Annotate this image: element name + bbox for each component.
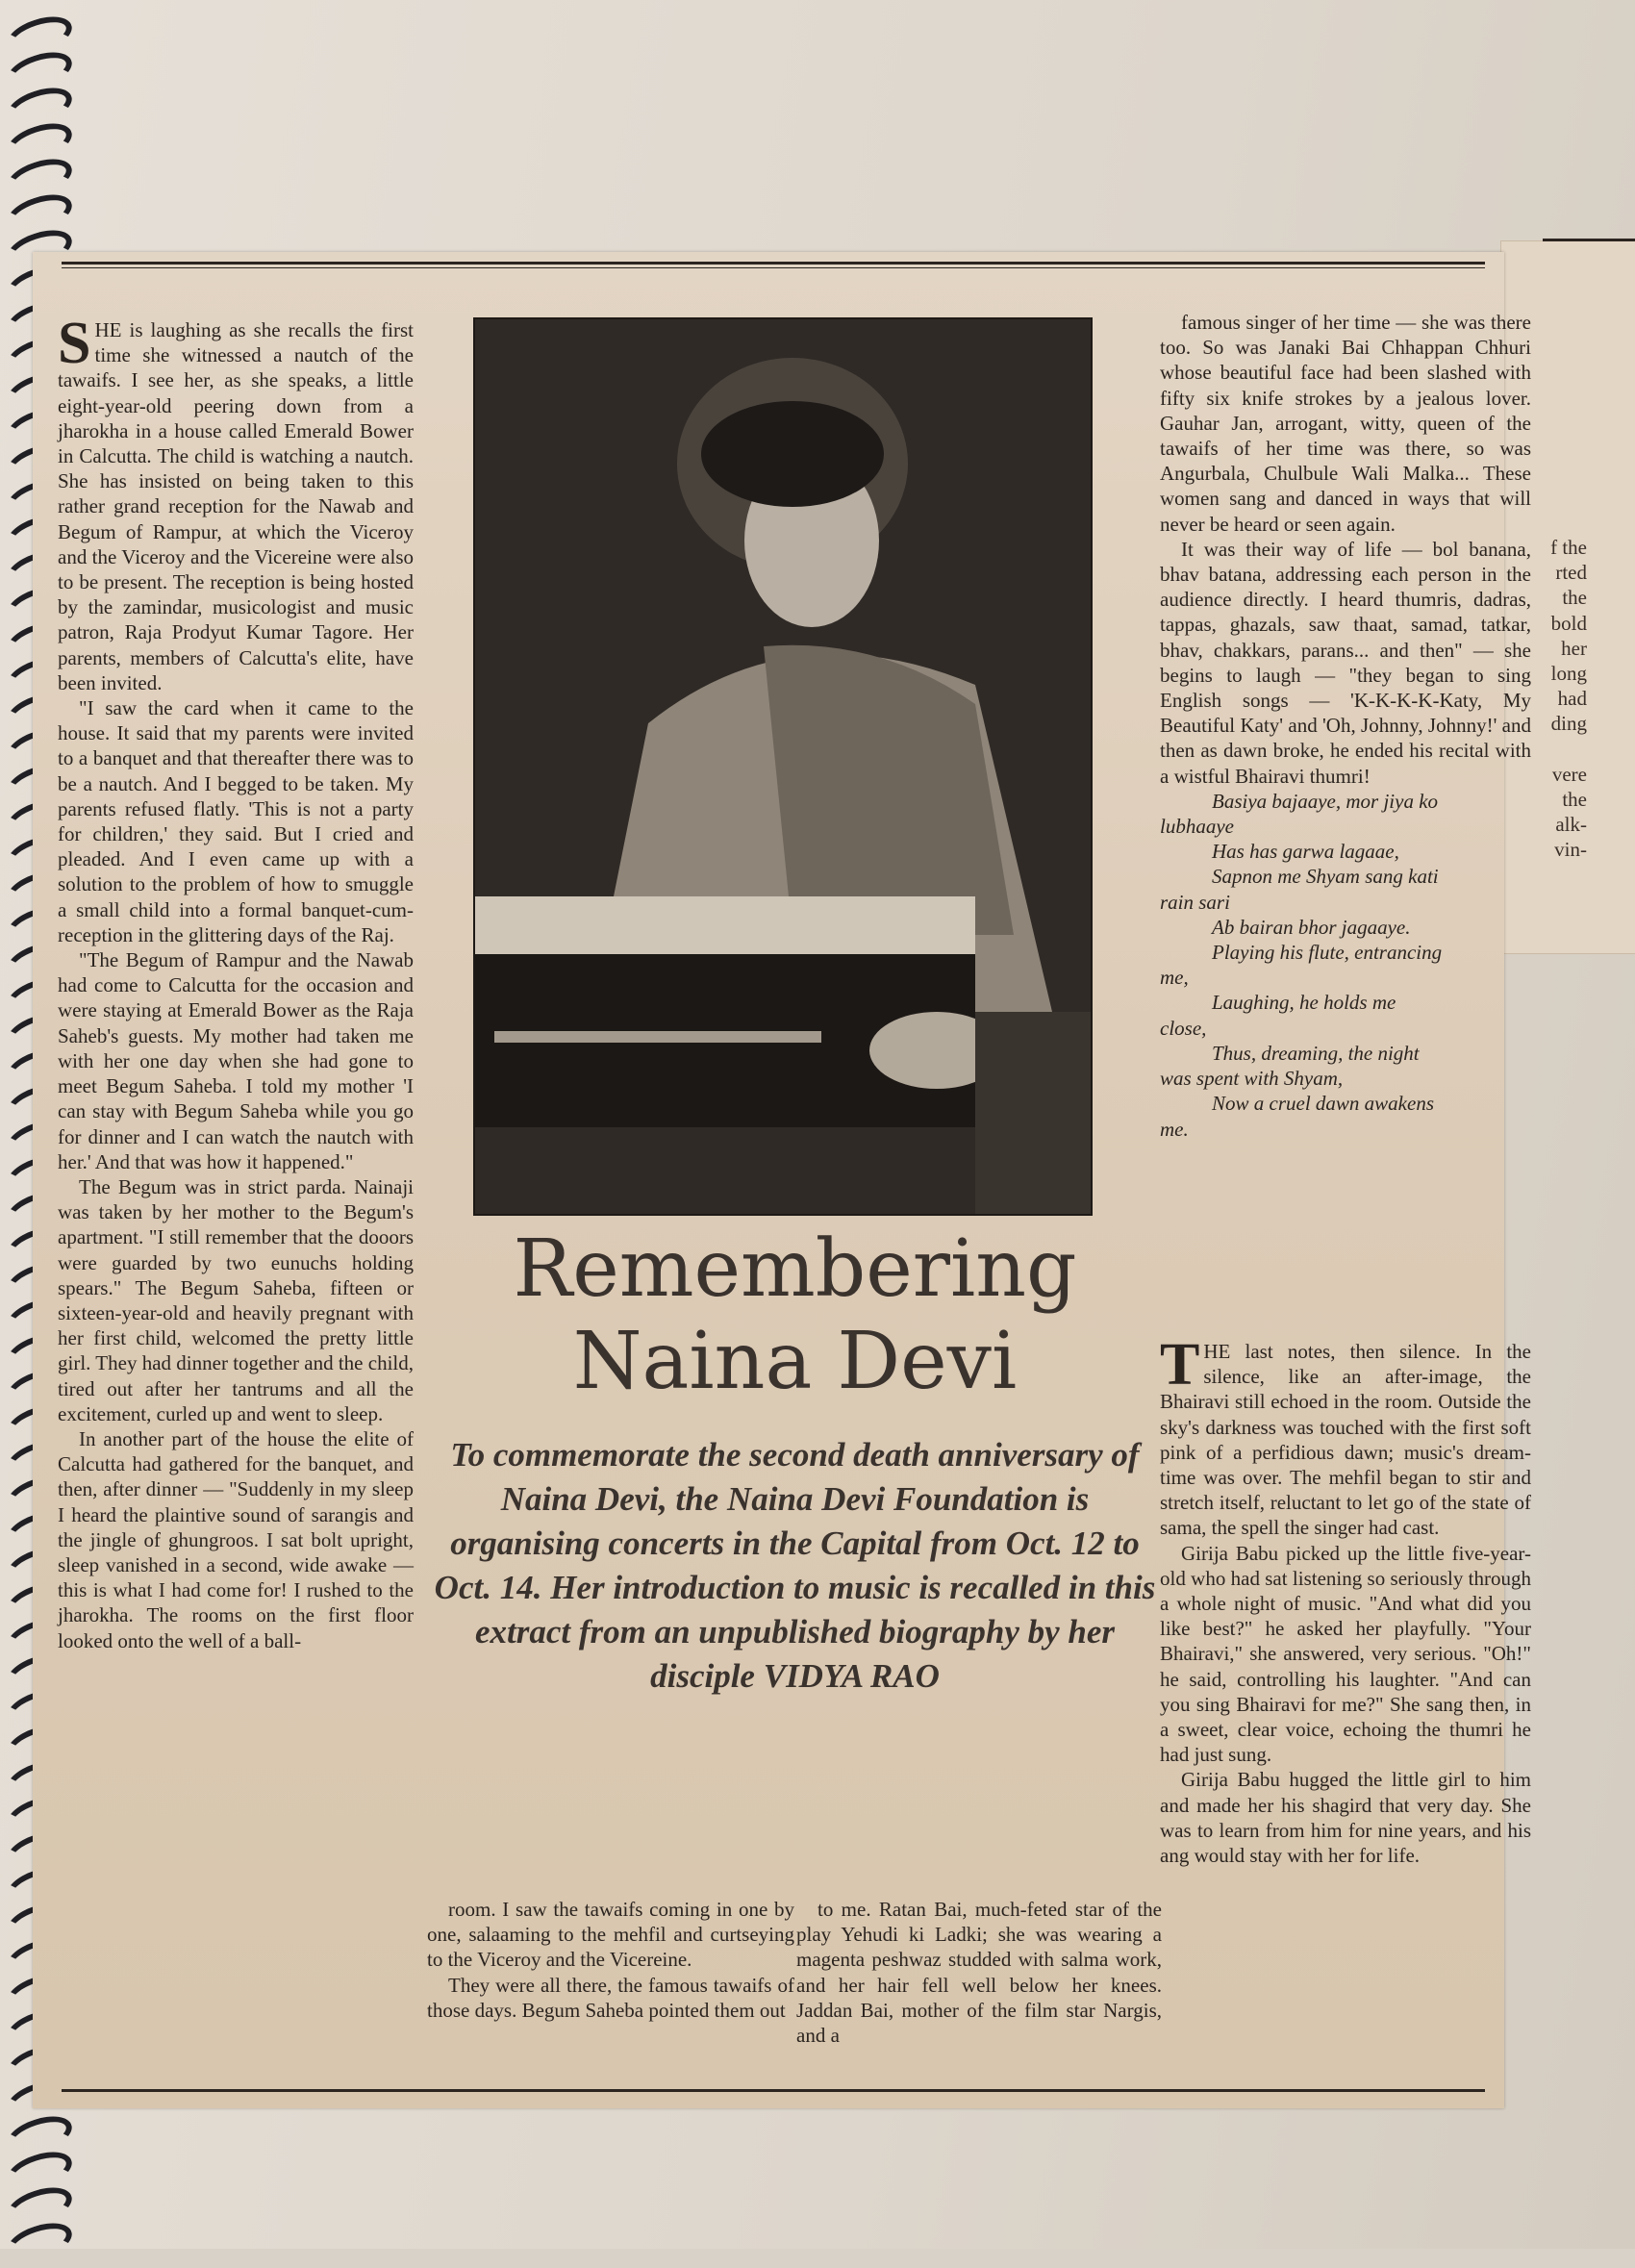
paragraph-text: to me. Ratan Bai, much-feted star of the play Yehudi ki Ladki; she was wearing a magenta peshwaz studded with salma work, and her hair fell well below her knees. Jaddan Bai, mother of the film star Nargis, and a (796, 1898, 1162, 2048)
paragraph (1160, 1332, 1531, 1541)
article-column-3 (796, 1897, 1162, 2048)
paragraph (427, 1973, 794, 2023)
paragraph-text: HE is laughing as she recalls the first time she witnessed a nautch of the tawaifs. I see her, as she speaks, a little eight-year-old peering down from a jharokha in a house called Emerald Bower in Calcutta. The child is watching a nautch. She has insisted on being taken to this rather grand reception for the Nawab and Begum of Rampur, at which the Viceroy and the Viceroy and the Vicereine were also to be present. The reception is being hosted by the zamindar, musicologist and music patron, Raja Prodyut Kumar Tagore. Her parents, members of Calcutta's elite, have been invited. (58, 318, 414, 694)
edge-fragment: long (1550, 661, 1587, 685)
paragraph-text: Girija Babu picked up the little five-year-old who had sat listening so seriously through a whole night of music. "And what did you like best?" he asked her playfully. "Your Bhairavi," she answered, very serious. "Oh!" he said, controlling his laughter. "And can you sing Bhairavi for me?" She sang then, in a sweet, clear voice, echoing the thumri he had just sung. (1160, 1541, 1531, 1767)
headline-line-2: Naina Devi (572, 1316, 1018, 1407)
edge-fragment: rted (1555, 561, 1587, 585)
paragraph (58, 695, 414, 947)
edge-fragment: vin- (1554, 838, 1587, 862)
verse-line: Thus, dreaming, the night (1212, 1041, 1420, 1065)
article-column-2 (427, 1897, 794, 2023)
paragraph (796, 1897, 1162, 2048)
paragraph-text: "I saw the card when it came to the house. It said that my parents were invited to a banquet and that thereafter there was to be a nautch. And I begged to be taken. My parents refused flatly. 'This is not a party for children,' they said. But I cried and pleaded. And I even came up with a solution to the problem of how to smuggle a small child into a formal banquet-cum-reception in the glittering days of the Raj. (58, 696, 414, 946)
paragraph (58, 947, 414, 1174)
edge-fragment: the (1562, 586, 1587, 610)
verse-line: me. (1160, 1117, 1189, 1141)
headline-line-1: Remembering (513, 1223, 1077, 1315)
verse-line: Now a cruel dawn awakens (1212, 1092, 1434, 1116)
paragraph-text: famous singer of her time — she was there too. So was Janaki Bai Chhappan Chhuri whose beautiful face had been slashed with fifty six knife strokes by a jealous lover. Gauhar Jan, arrogant, witty, queen of the tawaifs of her time was there, so was Angurbala, Chulbule Wali Malka... These women sang and danced in ways that will never be heard or seen again. (1160, 311, 1531, 536)
verse-line: Ab bairan bhor jagaaye. (1212, 915, 1411, 939)
edge-fragment (1529, 737, 1587, 762)
paragraph-text: "The Begum of Rampur and the Nawab had come to Calcutta for the occasion and were staying at Emerald Bower as the Raja Saheb's guests. My mother had taken me with her one day when she had gone to meet Begum Saheba. I told my mother 'I can stay with Begum Saheba while you go for dinner and I can watch the nautch with her.' And that was how it happened." (58, 948, 414, 1173)
paragraph-text: Girija Babu hugged the little girl to him and made her his shagird that very day. She was to learn from him for nine years, and his ang would stay with her for life. (1160, 1768, 1531, 1868)
verse-line: me, (1160, 966, 1189, 990)
newspaper-clipping (33, 252, 1531, 2108)
edge-fragment: vere (1551, 762, 1587, 786)
paragraph-text: HE last notes, then silence. In the silence, like an after-image, the Bhairavi still echoed in the room. Outside the sky's darkness was touched with the first soft pink of a perfidious dawn; music's dream-time was over. The mehfil began to stir and stretch itself, reluctant to let go of the state of sama, the spell the singer had cast. (1160, 1340, 1531, 1540)
drop-cap: S (58, 311, 91, 376)
paragraph (1160, 310, 1531, 537)
paragraph (1160, 1767, 1531, 1868)
verse-line: Laughing, he holds me (1212, 991, 1396, 1015)
headline (427, 1223, 1163, 1408)
edge-fragment: her (1561, 636, 1587, 660)
verse-line: Sapnon me Shyam sang kati (1212, 865, 1439, 889)
edge-fragment: f the (1550, 536, 1587, 559)
paragraph (1160, 537, 1531, 789)
verse-line: close, (1160, 1016, 1207, 1040)
paragraph-text: They were all there, the famous tawaifs of those days. Begum Saheba pointed them out (427, 1973, 794, 2022)
verse-line: lubhaaye (1160, 815, 1234, 839)
edge-fragment: alk- (1555, 813, 1587, 837)
article-column-4-continued (1160, 1332, 1531, 1868)
paragraph (1160, 1541, 1531, 1768)
bottom-rule (62, 2089, 1485, 2092)
edge-fragment: the (1562, 787, 1587, 811)
edge-fragment: ding (1550, 712, 1587, 736)
paragraph-text: room. I saw the tawaifs coming in one by one, salaaming to the mehfil and curtseying to the Viceroy and the Vicereine. (427, 1898, 794, 1972)
verse-line: rain sari (1160, 890, 1230, 914)
paragraph (58, 1174, 414, 1426)
paragraph-text: The Begum was in strict parda. Nainaji was taken by her mother to the Begum's apartment. "I still remember that the dooors were guarded by two eunuchs holding spears." The Begum Saheba, fifteen or sixteen-year-old and heavily pregnant with her first child, welcomed the pretty little girl. They had dinner together and the child, tired out after her tantrums and all the excitement, curled up and went to sleep. (58, 1174, 414, 1425)
portrait-photo-graphic (475, 319, 1091, 1214)
paragraph (427, 1897, 794, 1973)
verse-line: Has has garwa lagaae, (1212, 840, 1399, 864)
top-rule (62, 262, 1485, 265)
top-rule-thin (62, 267, 1485, 268)
verse-line: was spent with Shyam, (1160, 1067, 1344, 1091)
article-column-4 (1160, 310, 1531, 1142)
paragraph (58, 311, 414, 695)
edge-fragment: bold (1550, 611, 1587, 635)
article-photo (473, 317, 1093, 1216)
verse-line: Basiya bajaaye, mor jiya ko (1212, 789, 1439, 813)
thumri-verse (1160, 789, 1531, 1142)
spiral-ring (2, 2216, 76, 2268)
adjacent-clipping-text (1529, 535, 1587, 862)
edge-fragment: had (1557, 687, 1587, 711)
paragraph (58, 1426, 414, 1653)
verse-line: Playing his flute, entrancing (1212, 941, 1443, 965)
deck-intro: To commemorate the second death anniversary of Naina Devi, the Naina Devi Foundation is organising concerts in the Capital from Oct. 12 to Oct. 14. Her introduction to music is recalled in this extract from an unpublished biography by her disciple VIDYA RAO (434, 1436, 1156, 1695)
article-column-1 (58, 311, 414, 1653)
paragraph-text: In another part of the house the elite of Calcutta had gathered for the banquet, and then, after dinner — "Suddenly in my sleep I heard the plaintive sound of sarangis and the jingle of ghungroos. I sat bolt upright, sleep vanished in a second, wide awake — this is what I had come for! I rushed to the jharokha. The rooms on the first floor looked onto the well of a ball- (58, 1426, 414, 1652)
paragraph-text: It was their way of life — bol banana, bhav batana, addressing each person in the audience directly. I heard thumris, dadras, tappas, ghazals, saw thaat, samad, tatkar, bhav, chakkars, parans... and then" — she begins to laugh — "they began to sing English songs — 'K-K-K-K-Katy, My Beautiful Katy' and 'Oh, Johnny, Johnny!' and then as dawn broke, he ended his recital with a wistful Bhairavi thumri! (1160, 537, 1531, 788)
adjacent-clipping-rule (1543, 239, 1635, 241)
drop-cap: T (1160, 1332, 1200, 1398)
